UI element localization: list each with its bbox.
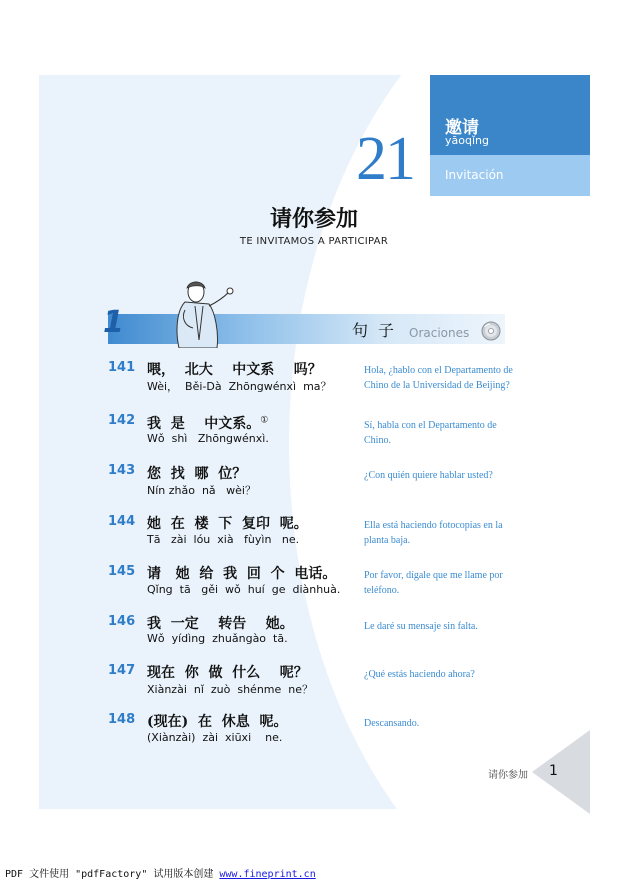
sentence-number: 144 <box>108 514 136 529</box>
sentence-number: 146 <box>108 614 136 629</box>
sentence-pinyin: Nín zhǎo nǎ wèi？ <box>147 484 256 497</box>
topic-box <box>430 75 590 196</box>
sentence-spanish: ¿Qué estás haciendo ahora? <box>364 669 475 680</box>
sentence-number: 147 <box>108 663 136 678</box>
section-number: 1 <box>103 305 124 340</box>
sentence-number: 141 <box>108 360 136 375</box>
audio-cd-icon[interactable] <box>481 321 501 341</box>
sentence-hanzi: (现在) 在 休息 呢。 <box>147 714 288 730</box>
sentence-hanzi: 现在 你 做 什么 呢？ <box>147 665 308 681</box>
sentence-pinyin: Qǐng tā gěi wǒ huí ge diànhuà. <box>147 583 341 596</box>
footer-lesson-title: 请你参加 <box>488 770 528 781</box>
section-title-spanish: Oraciones <box>409 326 470 340</box>
lesson-subtitle: TE INVITAMOS A PARTICIPAR <box>239 236 389 247</box>
sentence-spanish: Hola, ¿hablo con el Departamento de Chino de la Universidad de Beijing? <box>364 365 513 391</box>
topic-chinese: 邀请 <box>445 118 479 138</box>
pdf-note-link[interactable]: www.fineprint.cn <box>219 869 316 880</box>
sentence-spanish: Le daré su mensaje sin falta. <box>364 621 478 632</box>
sentence-number: 148 <box>108 712 136 727</box>
sentence-hanzi: 我 一定 转告 她。 <box>147 616 294 632</box>
lesson-title: 请你参加 <box>269 207 358 232</box>
sentence-spanish: Descansando. <box>364 718 420 729</box>
topic-spanish: Invitación <box>445 168 504 182</box>
sentence-number: 145 <box>108 564 136 579</box>
sentence-hanzi: 您 找 哪 位？ <box>147 466 247 482</box>
pdf-creator-note <box>5 865 316 880</box>
sentence-pinyin: Xiànzài nǐ zuò shénme ne？ <box>147 683 314 696</box>
sentence-number: 143 <box>108 463 136 478</box>
speaker-illustration <box>165 280 237 348</box>
sentence-hanzi: 喂， 北大 中文系 吗？ <box>147 362 322 378</box>
sentence-spanish: ¿Con quién quiere hablar usted? <box>364 470 493 481</box>
sentence-pinyin: Wǒ shì Zhōngwénxì. <box>147 432 269 445</box>
sentence-spanish: Sí, habla con el Departamento de Chino. <box>364 420 497 446</box>
sentence-hanzi-text: 我 是 中文系。 <box>147 416 261 432</box>
footnote-marker: ① <box>260 415 269 426</box>
sentence-spanish: Por favor, dígale que me llame por teléfono. <box>364 570 503 596</box>
sentence-spanish: Ella está haciendo fotocopias en la planta baja. <box>364 520 503 546</box>
section-title-chinese: 句子 <box>352 321 405 340</box>
sentence-hanzi: 请 她 给 我 回 个 电话。 <box>147 566 337 582</box>
sentence-hanzi: 她 在 楼 下 复印 呢。 <box>147 516 308 532</box>
sentence-pinyin: Wǒ yídìng zhuǎngào tā. <box>147 632 288 645</box>
topic-pinyin: yāoqǐng <box>445 134 489 147</box>
lesson-number: 21 <box>356 125 414 193</box>
sentence-number: 142 <box>108 413 136 428</box>
page-number: 1 <box>549 763 558 779</box>
sentence-pinyin: Tā zài lóu xià fùyìn ne. <box>147 533 300 546</box>
sentence-hanzi <box>147 413 268 433</box>
pdf-note-text: PDF 文件使用 "pdfFactory" 试用版本创建 <box>5 869 220 880</box>
sentence-pinyin: Wèi， Běi-Dà Zhōngwénxì ma？ <box>147 380 332 393</box>
footer-triangle <box>532 730 590 814</box>
sentence-pinyin: (Xiànzài) zài xiūxi ne. <box>147 731 283 744</box>
